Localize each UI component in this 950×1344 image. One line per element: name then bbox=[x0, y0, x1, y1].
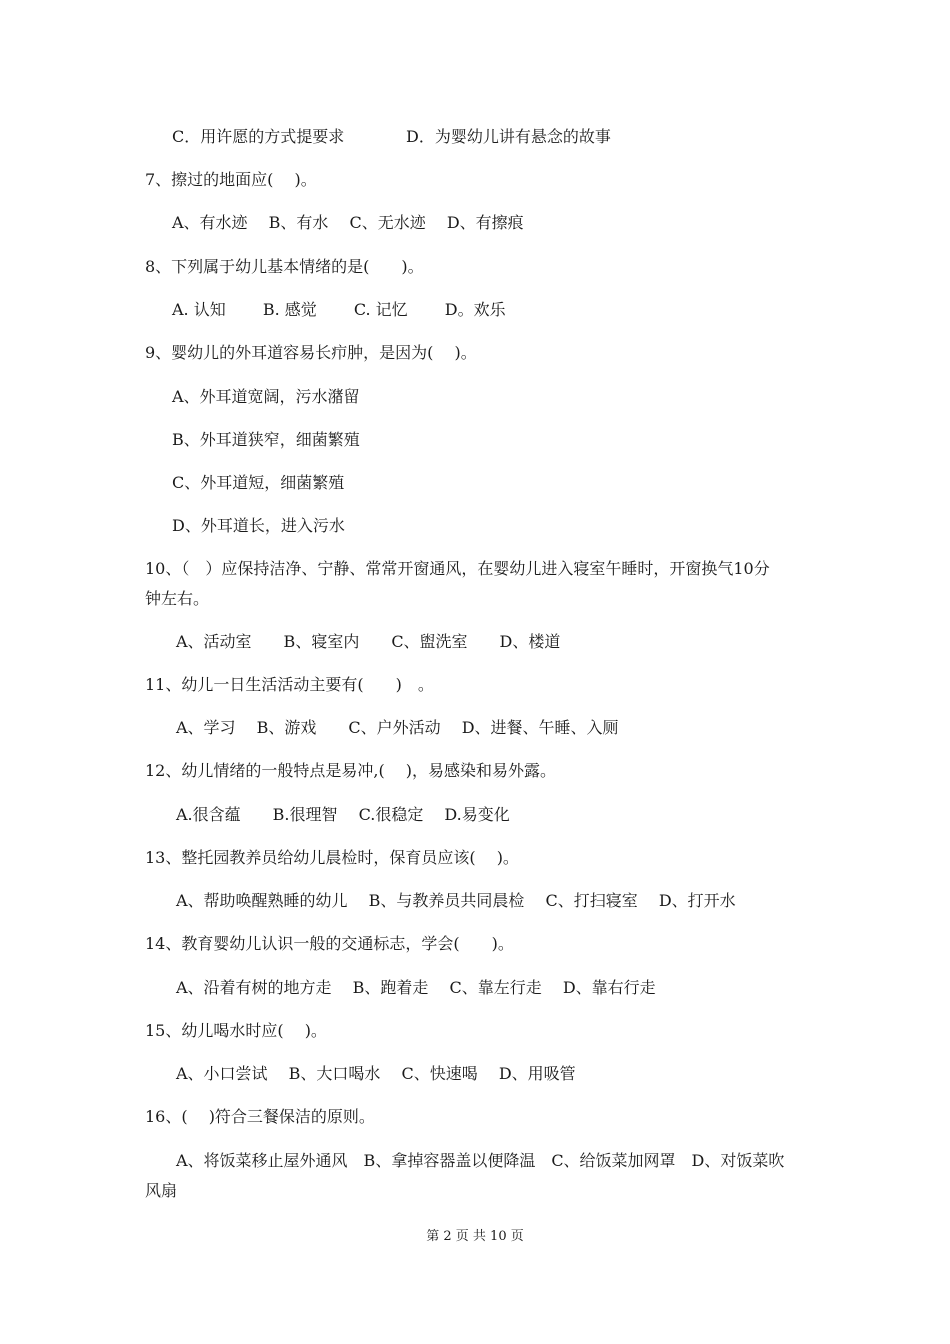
question-15-options: A、小口尝试 B、大口喝水 C、快速喝 D、用吸管 bbox=[176, 1064, 576, 1083]
question-11-options: A、学习 B、游戏 C、户外活动 D、进餐、午睡、入厕 bbox=[176, 718, 619, 737]
question-8-options: A. 认知 B. 感觉 C. 记忆 D。欢乐 bbox=[172, 300, 506, 319]
question-9-option-d: D、外耳道长，进入污水 bbox=[172, 516, 345, 535]
question-10-continued: 钟左右。 bbox=[145, 589, 210, 608]
question-7: 7、擦过的地面应( )。 bbox=[145, 170, 317, 189]
question-14-options: A、沿着有树的地方走 B、跑着走 C、靠左行走 D、靠右行走 bbox=[176, 978, 656, 997]
question-12-options: A.很含蕴 B.很理智 C.很稳定 D.易变化 bbox=[176, 805, 510, 824]
question-13-options: A、帮助唤醒熟睡的幼儿 B、与教养员共同晨检 C、打扫寝室 D、打开水 bbox=[176, 891, 736, 910]
question-9-option-a: A、外耳道宽阔，污水潴留 bbox=[172, 387, 360, 406]
q6-option-d: D．为婴幼儿讲有悬念的故事 bbox=[406, 127, 611, 146]
question-9-option-b: B、外耳道狭窄，细菌繁殖 bbox=[172, 430, 360, 449]
question-10: 10、（ ）应保持洁净、宁静、常常开窗通风，在婴幼儿进入寝室午睡时，开窗换气10分 bbox=[145, 559, 770, 578]
question-13: 13、整托园教养员给幼儿晨检时，保育员应该( )。 bbox=[145, 848, 519, 867]
question-12: 12、幼儿情绪的一般特点是易冲,( )，易感染和易外露。 bbox=[145, 761, 557, 780]
question-7-options: A、有水迹 B、有水 C、无水迹 D、有擦痕 bbox=[172, 213, 524, 232]
question-16-options-continued: 风扇 bbox=[145, 1181, 178, 1200]
question-15: 15、幼儿喝水时应( )。 bbox=[145, 1021, 327, 1040]
question-14: 14、教育婴幼儿认识一般的交通标志，学会( )。 bbox=[145, 934, 514, 953]
question-8: 8、下列属于幼儿基本情绪的是( )。 bbox=[145, 257, 424, 276]
question-16: 16、( )符合三餐保洁的原则。 bbox=[145, 1107, 375, 1126]
question-16-options: A、将饭菜移止屋外通风 B、拿掉容器盖以便降温 C、给饭菜加网罩 D、对饭菜吹 bbox=[176, 1151, 785, 1170]
q6-option-c: C．用许愿的方式提要求 bbox=[172, 127, 345, 146]
question-10-options: A、活动室 B、寝室内 C、盥洗室 D、楼道 bbox=[176, 632, 561, 651]
question-11: 11、幼儿一日生活活动主要有( ) 。 bbox=[145, 675, 434, 694]
question-9: 9、婴幼儿的外耳道容易长疖肿，是因为( )。 bbox=[145, 343, 477, 362]
question-9-option-c: C、外耳道短，细菌繁殖 bbox=[172, 473, 345, 492]
page-footer: 第 2 页 共 10 页 bbox=[426, 1229, 524, 1244]
